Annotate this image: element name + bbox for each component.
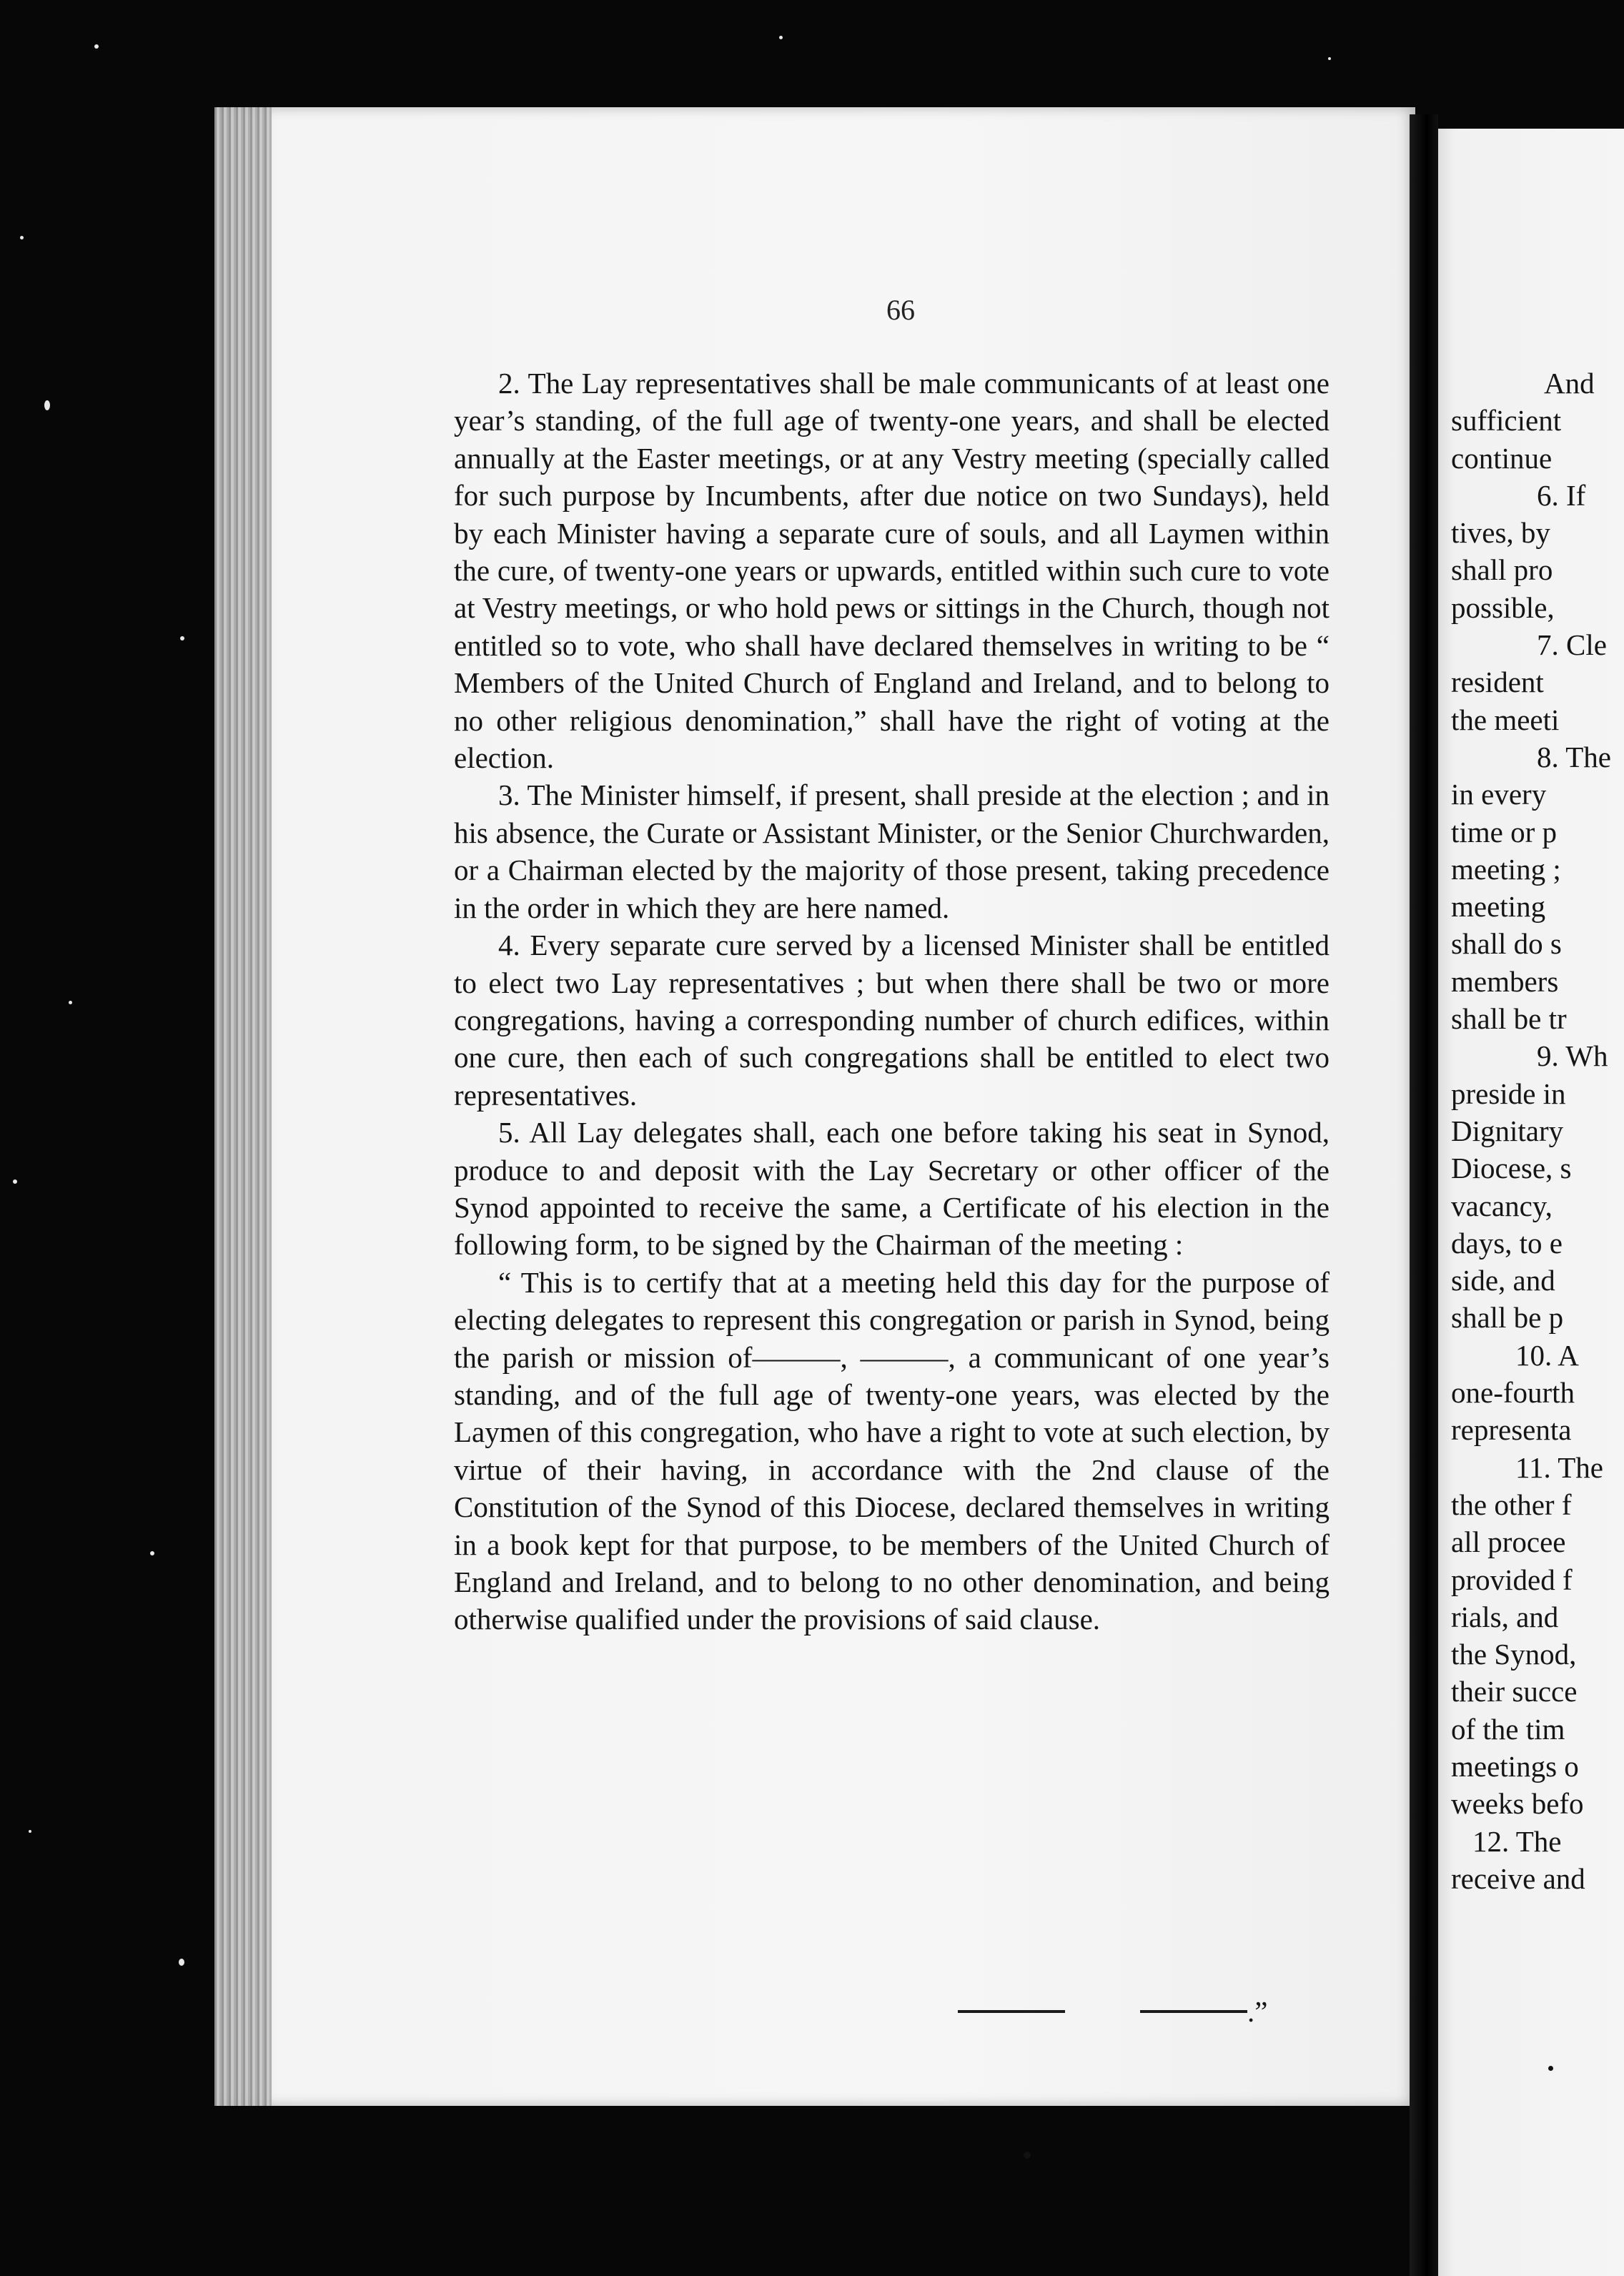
right-page-line: time or p bbox=[1451, 815, 1558, 848]
right-page-line: all procee bbox=[1451, 1525, 1566, 1559]
paragraph: 3. The Minister himself, if present, shall preside at the election ; and in his absence, the Curate or Assistant Minister, or the Senior Churchwarden, or a Chairman elected by the majority of those present, taking precedence in the order in which they are here named. bbox=[454, 778, 1330, 924]
right-page-line: the meeti bbox=[1451, 703, 1560, 736]
right-page-line: of the tim bbox=[1451, 1712, 1565, 1746]
paragraph: 2. The Lay representatives shall be male communicants of at least one year’s standing, of the full age of twenty-one years, and shall be elected annually at the Easter meetings, or at any Vestry meeting (specially called for such purpose by Incumbents, after due notice on two Sundays), held by each Minister having a separate cure of souls, and all Laymen within the cure, of twenty-one years or upwards, entitled within such cure to vote at Vestry meetings, or who hold pews or sittings in the Church, though not entitled so to vote, who shall have declared themselves in writing to be “ Members of the United Church of England and Ireland, and to belong to no other religious denomination,” shall have the right of voting at the election. bbox=[454, 367, 1330, 775]
right-page-line: the other f bbox=[1451, 1488, 1572, 1521]
right-page-line: meeting ; bbox=[1451, 852, 1561, 886]
right-page-line: vacancy, bbox=[1451, 1189, 1553, 1222]
right-page-line: possible, bbox=[1451, 590, 1555, 624]
right-page-line: 8. The bbox=[1537, 740, 1612, 773]
right-page-line: preside in bbox=[1451, 1077, 1566, 1110]
film-speck bbox=[29, 1830, 31, 1833]
right-page-line: days, to e bbox=[1451, 1226, 1563, 1260]
right-page-line: weeks befo bbox=[1451, 1787, 1584, 1821]
right-page-line: 6. If bbox=[1537, 478, 1586, 512]
ink-dot bbox=[1024, 2152, 1031, 2159]
film-speck bbox=[1328, 57, 1331, 60]
film-speck bbox=[150, 1551, 154, 1555]
right-page-line: receive and bbox=[1451, 1861, 1585, 1895]
right-page-line: shall be p bbox=[1451, 1301, 1564, 1335]
right-page-line: tives, by bbox=[1451, 516, 1550, 550]
right-page-line: continue bbox=[1451, 441, 1553, 475]
right-page-line: the Synod, bbox=[1451, 1638, 1577, 1671]
right-page-line: one-fourth bbox=[1451, 1376, 1575, 1410]
right-page-text bbox=[1451, 365, 1624, 1897]
right-page-line: their succe bbox=[1451, 1675, 1578, 1708]
film-speck bbox=[69, 1001, 72, 1004]
right-page-line: shall do s bbox=[1451, 927, 1562, 961]
right-page-line: 7. Cle bbox=[1537, 628, 1607, 662]
right-page-line: 11. The bbox=[1515, 1450, 1603, 1484]
signature-rule bbox=[1140, 2010, 1247, 2013]
film-speck bbox=[94, 44, 99, 49]
right-page-line: sufficient bbox=[1451, 404, 1562, 437]
book-gutter bbox=[1410, 114, 1438, 2276]
right-page-line: 10. A bbox=[1515, 1338, 1579, 1372]
right-page-line: members bbox=[1451, 964, 1559, 998]
film-speck bbox=[44, 400, 50, 410]
film-speck bbox=[180, 636, 184, 640]
right-page-line: meetings o bbox=[1451, 1749, 1579, 1783]
ink-dot bbox=[1548, 2066, 1553, 2071]
right-page-line: And bbox=[1544, 367, 1595, 400]
paragraph: 4. Every separate cure served by a licensed Minister shall be entitled to elect two Lay representatives ; but when there shall be two or more congregations, having a corresponding number of church edifices, within one cure, then each of such congregations shall be entitled to elect two representatives. bbox=[454, 929, 1330, 1112]
page-edge bbox=[214, 107, 272, 2106]
right-page-line: shall be tr bbox=[1451, 1002, 1567, 1036]
right-page-line: 9. Wh bbox=[1537, 1039, 1608, 1073]
right-page-line: shall pro bbox=[1451, 553, 1553, 587]
signature-rule bbox=[958, 2010, 1065, 2013]
right-page-line: meeting bbox=[1451, 890, 1546, 924]
paragraph: “ This is to certify that at a meeting held this day for the purpose of electing delegates to represent this congregation or parish in Synod, being the parish or mission of———, ———, a communicant of one year’s standing, and of the full age of twenty-one years, was elected by the Laymen of this congregation, who have a right to vote at such election, by virtue of their having, in accordance with the 2nd clause of the Constitution of the Synod of this Diocese, declared themselves in writing in a book kept for that purpose, to be members of the United Church of England and Ireland, and to belong to no other denomination, and being otherwise qualified under the provisions of said clause. bbox=[454, 1265, 1330, 1636]
signature-close: .” bbox=[1247, 1995, 1268, 2028]
film-speck bbox=[779, 36, 783, 39]
right-page-line: provided f bbox=[1451, 1563, 1573, 1596]
right-page-line: Dignitary bbox=[1451, 1114, 1564, 1147]
film-speck bbox=[179, 1959, 184, 1966]
right-page-line: rials, and bbox=[1451, 1600, 1559, 1633]
right-page-line: Diocese, s bbox=[1451, 1152, 1572, 1185]
right-page-line: side, and bbox=[1451, 1264, 1555, 1297]
film-speck bbox=[20, 236, 24, 239]
film-speck bbox=[13, 1179, 17, 1184]
right-page-line: representa bbox=[1451, 1413, 1572, 1447]
main-text bbox=[454, 365, 1330, 1638]
right-page-line: resident bbox=[1451, 666, 1544, 699]
paragraph: 5. All Lay delegates shall, each one before taking his seat in Synod, produce to and deposit with the Lay Secretary or other officer of the Synod appointed to receive the same, a Certificate of his election in the following form, to be signed by the Chairman of the meeting : bbox=[454, 1116, 1330, 1262]
page-number: 66 bbox=[886, 294, 915, 326]
right-page-line: 12. The bbox=[1472, 1824, 1562, 1858]
right-page-line: in every bbox=[1451, 778, 1547, 811]
